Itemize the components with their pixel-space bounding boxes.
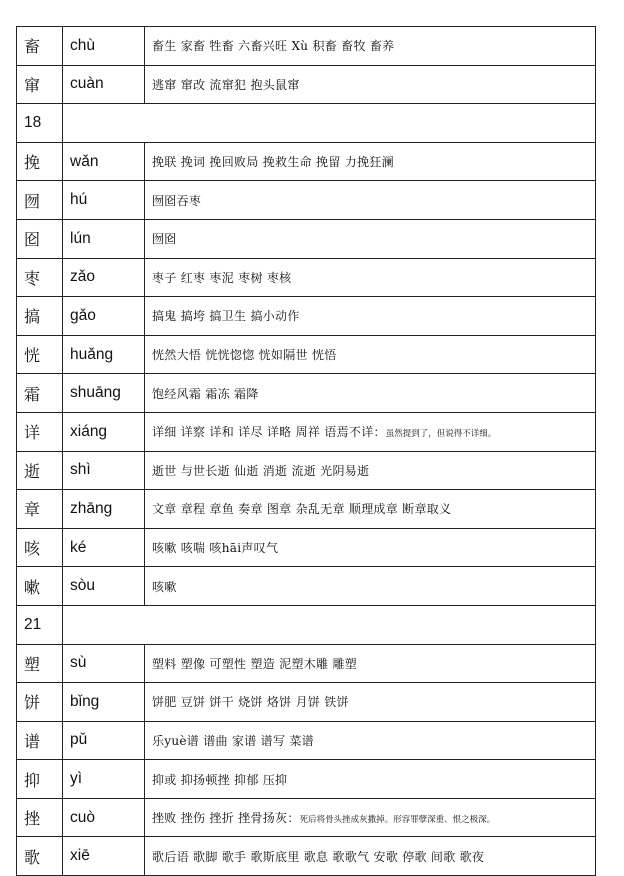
words-text: 咳嗽 [152, 579, 177, 594]
table-row [17, 644, 596, 683]
character-cell: 挫 [17, 798, 63, 837]
words-text: 抑或 抑扬顿挫 抑郁 压抑 [152, 772, 288, 787]
table-row [17, 412, 596, 451]
words-text: 逝世 与世长逝 仙逝 消逝 流逝 光阴易逝 [152, 463, 370, 478]
pinyin-cell: xiē [63, 837, 145, 876]
pinyin-cell: huǎng [63, 335, 145, 374]
words-text: 塑料 塑像 可塑性 塑造 泥塑木雕 雕塑 [152, 656, 358, 671]
pinyin-cell: ké [63, 528, 145, 567]
character-cell: 歌 [17, 837, 63, 876]
words-cell [145, 219, 596, 258]
pinyin-cell: bǐng [63, 683, 145, 722]
pinyin-cell: chù [63, 27, 145, 66]
words-cell [145, 65, 596, 104]
table-row [17, 490, 596, 529]
words-cell [145, 683, 596, 722]
table-row [17, 219, 596, 258]
table-row [17, 837, 596, 876]
words-cell [145, 451, 596, 490]
pinyin-cell: xiáng [63, 412, 145, 451]
table-row [17, 374, 596, 413]
table-row [17, 181, 596, 220]
table-row [17, 760, 596, 799]
pinyin-cell: sòu [63, 567, 145, 606]
words-text: 咳嗽 咳喘 咳hāi声叹气 [152, 541, 279, 556]
character-cell: 嗽 [17, 567, 63, 606]
table-row [17, 297, 596, 336]
table-row [17, 683, 596, 722]
character-cell: 饼 [17, 683, 63, 722]
lesson-number: 18 [17, 104, 63, 143]
pinyin-cell: cuò [63, 798, 145, 837]
pinyin-cell: pǔ [63, 721, 145, 760]
character-cell: 咳 [17, 528, 63, 567]
character-cell: 恍 [17, 335, 63, 374]
words-text: 详细 详察 详和 详尽 详略 周祥 语焉不详： [152, 425, 386, 440]
table-row [17, 258, 596, 297]
table-row [17, 65, 596, 104]
words-cell [145, 644, 596, 683]
definition-note: 死后将骨头挫成灰撒掉。形容罪孽深重、恨之极深。 [299, 815, 496, 826]
words-cell [145, 567, 596, 606]
words-cell [145, 837, 596, 876]
words-cell [145, 142, 596, 181]
table-body [17, 27, 596, 876]
words-cell [145, 258, 596, 297]
table-row [17, 567, 596, 606]
pinyin-cell: zhāng [63, 490, 145, 529]
words-cell [145, 181, 596, 220]
character-cell: 谱 [17, 721, 63, 760]
words-text: 饱经风霜 霜冻 霜降 [152, 386, 259, 401]
words-text: 乐yuè谱 谱曲 家谱 谱写 菜谱 [152, 733, 314, 748]
pinyin-cell: wǎn [63, 142, 145, 181]
words-cell [145, 27, 596, 66]
table-row [17, 27, 596, 66]
words-text: 囫囵吞枣 [152, 193, 202, 208]
words-text: 逃窜 窜改 流窜犯 抱头鼠窜 [152, 77, 300, 92]
pinyin-cell: cuàn [63, 65, 145, 104]
words-cell [145, 528, 596, 567]
words-cell [145, 374, 596, 413]
words-cell [145, 798, 596, 837]
words-text: 歌后语 歌脚 歌手 歌斯底里 歌息 歌歌气 安歌 停歌 间歌 歌夜 [152, 849, 485, 864]
character-cell: 详 [17, 412, 63, 451]
pinyin-cell: gǎo [63, 297, 145, 336]
vocabulary-table [16, 26, 596, 876]
character-cell: 抑 [17, 760, 63, 799]
character-cell: 挽 [17, 142, 63, 181]
character-cell: 枣 [17, 258, 63, 297]
empty-cell [63, 605, 596, 644]
pinyin-cell: lún [63, 219, 145, 258]
pinyin-cell: sù [63, 644, 145, 683]
lesson-number-row [17, 104, 596, 143]
words-text: 枣子 红枣 枣泥 枣树 枣核 [152, 270, 292, 285]
table-row [17, 335, 596, 374]
words-text: 文章 章程 章鱼 奏章 图章 杂乱无章 顺理成章 断章取义 [152, 502, 452, 517]
character-cell: 畜 [17, 27, 63, 66]
table-row [17, 142, 596, 181]
character-cell: 窜 [17, 65, 63, 104]
table-row [17, 528, 596, 567]
words-text: 搞鬼 搞垮 搞卫生 搞小动作 [152, 309, 300, 324]
words-text: 畜生 家畜 牲畜 六畜兴旺 Xù 积畜 畜牧 畜养 [152, 39, 395, 54]
character-cell: 塑 [17, 644, 63, 683]
words-cell [145, 412, 596, 451]
lesson-number-row [17, 605, 596, 644]
words-text: 饼肥 豆饼 饼干 烧饼 烙饼 月饼 铁饼 [152, 695, 349, 710]
words-cell [145, 760, 596, 799]
pinyin-cell: shì [63, 451, 145, 490]
words-cell [145, 335, 596, 374]
character-cell: 逝 [17, 451, 63, 490]
pinyin-cell: yì [63, 760, 145, 799]
words-text: 挫败 挫伤 挫折 挫骨扬灰： [152, 811, 300, 826]
words-text: 挽联 挽词 挽回败局 挽救生命 挽留 力挽狂澜 [152, 155, 394, 170]
table-row [17, 798, 596, 837]
pinyin-cell: zǎo [63, 258, 145, 297]
words-text: 囫囵 [152, 232, 177, 247]
table-row [17, 451, 596, 490]
lesson-number: 21 [17, 605, 63, 644]
words-cell [145, 490, 596, 529]
words-text: 恍然大悟 恍恍惚惚 恍如隔世 恍悟 [152, 348, 337, 363]
definition-note: 虽然提到了，但说得不详细。 [385, 429, 497, 440]
pinyin-cell: hú [63, 181, 145, 220]
table-row [17, 721, 596, 760]
empty-cell [63, 104, 596, 143]
character-cell: 囫 [17, 181, 63, 220]
words-cell [145, 721, 596, 760]
character-cell: 章 [17, 490, 63, 529]
character-cell: 囵 [17, 219, 63, 258]
character-cell: 搞 [17, 297, 63, 336]
character-cell: 霜 [17, 374, 63, 413]
words-cell [145, 297, 596, 336]
pinyin-cell: shuāng [63, 374, 145, 413]
